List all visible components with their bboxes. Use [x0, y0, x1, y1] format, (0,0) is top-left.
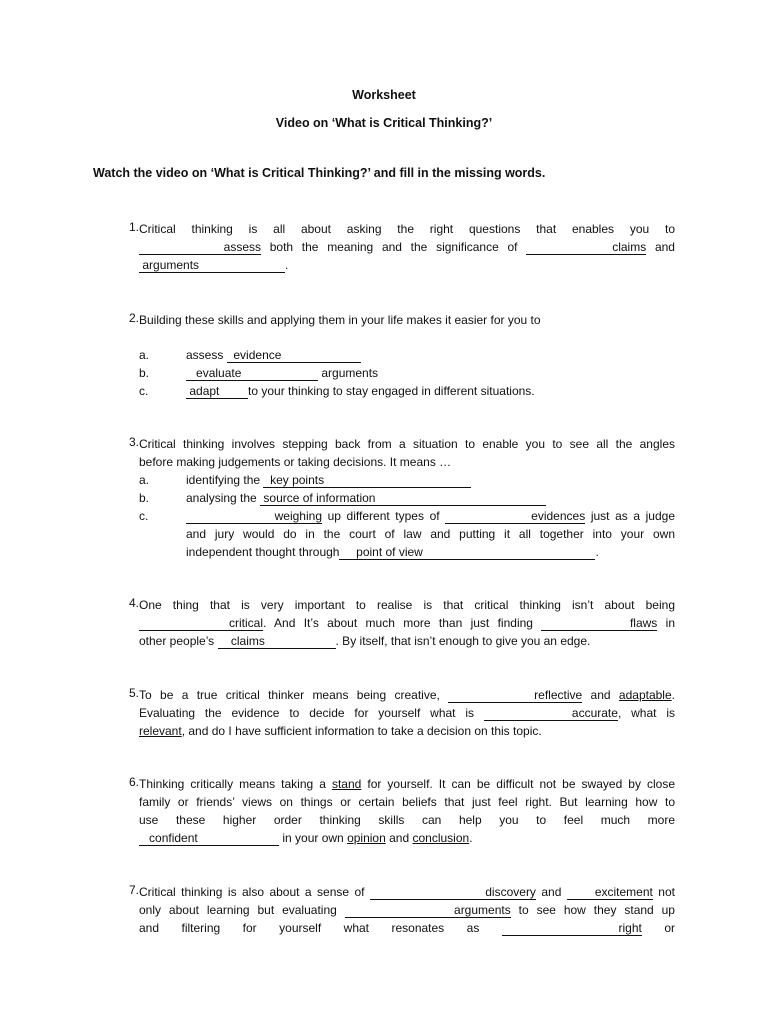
question-number: 3. [128, 435, 139, 449]
answer-blank: confident [139, 831, 279, 846]
question-number: 7. [128, 883, 139, 897]
instruction: Watch the video on ‘What is Critical Thinking?’ and fill in the missing words. [93, 166, 546, 180]
worksheet-subtitle: Video on ‘What is Critical Thinking?’ [275, 116, 493, 130]
question-number: 6. [128, 775, 139, 789]
question-text: Building these skills and applying them in your life makes it easier for you to [139, 313, 541, 327]
question-5 [115, 686, 675, 740]
question-text-line: Evaluating the evidence to decide for yourself what is accurate, what is [139, 706, 676, 720]
answer-blank: flaws [541, 616, 657, 631]
question-text-line: assess both the meaning and the significance of claims and [139, 238, 675, 256]
question-number: 2. [128, 311, 139, 325]
answer-blank: point of view [339, 545, 595, 560]
question-text-line: relevant, and do I have sufficient information to take a decision on this topic. [139, 724, 542, 738]
answer-blank: key points [263, 473, 471, 488]
question-text-line: use these higher order thinking skills can help you to feel much more [139, 813, 675, 827]
answer-blank: evidences [445, 509, 585, 524]
answer-blank: weighing [186, 509, 322, 524]
question-6 [115, 775, 675, 847]
answer-blank: reflective [448, 688, 582, 703]
question-text-line: arguments . [139, 256, 675, 274]
answer-blank: claims [526, 240, 646, 255]
answer-blank: excitement [567, 885, 653, 900]
question-text-line: family or friends’ views on things or certain beliefs that just feel right. But learning how to [139, 795, 675, 809]
question-text-line: and filtering for yourself what resonates as right or [139, 921, 675, 935]
sub-item-a: a. assess evidence [139, 346, 675, 364]
question-text: before making judgements or taking decisions. It means … [139, 455, 452, 469]
question-text-line: other people’s claims . By itself, that isn’t enough to give you an edge. [139, 634, 591, 648]
question-number: 4. [128, 596, 139, 610]
question-7 [115, 883, 675, 937]
question-text: One thing that is very important to realise is that critical thinking isn’t about being [139, 598, 675, 612]
worksheet-title: Worksheet [352, 88, 416, 102]
sub-item-c: c. adapt to your thinking to stay engaged in different situations. [139, 384, 535, 398]
sub-item-c: c. weighing up different types of evidences just as a judge and jury would do in the court of law and putting it all together into your own independent thought through point of view . [139, 509, 675, 559]
question-3 [115, 435, 675, 561]
question-1 [115, 220, 675, 274]
question-text-line: critical. And It’s about much more than just finding flaws in [139, 614, 675, 632]
answer-blank: critical [139, 616, 263, 631]
question-text-line: only about learning but evaluating arguments to see how they stand up [139, 903, 675, 917]
answer-blank: evaluate [186, 366, 318, 381]
answer-blank: assess [139, 240, 261, 255]
question-number: 5. [128, 686, 139, 700]
question-text-line: Critical thinking is also about a sense of discovery and excitement not [139, 885, 675, 899]
answer-blank: source of information [260, 491, 546, 506]
answer-blank: evidence [227, 348, 361, 363]
question-text-line: confident in your own opinion and conclusion. [139, 829, 675, 847]
question-text: Critical thinking is all about asking the right questions that enables you to [139, 222, 675, 236]
answer-blank: discovery [370, 885, 536, 900]
answer-blank: arguments [345, 903, 511, 918]
question-text-line: To be a true critical thinker means being creative, reflective and adaptable. [139, 688, 675, 702]
question-4 [115, 596, 675, 650]
answer-blank: accurate [484, 706, 618, 721]
sub-item-b: b. evaluate arguments [139, 366, 379, 380]
question-text: Critical thinking involves stepping back from a situation to enable you to see all the angles [139, 437, 675, 451]
answer-blank: adapt [186, 384, 248, 399]
answer-blank: arguments [139, 258, 285, 273]
question-2 [115, 311, 675, 400]
question-text-line: Thinking critically means taking a stand for yourself. It can be difficult not be swayed by close [139, 777, 676, 791]
answer-blank: right [502, 921, 642, 936]
answer-blank: claims [218, 634, 336, 649]
sub-item-a: a. identifying the key points [139, 471, 675, 489]
sub-item-b: b. analysing the source of information [139, 489, 675, 507]
question-number: 1. [128, 220, 139, 234]
